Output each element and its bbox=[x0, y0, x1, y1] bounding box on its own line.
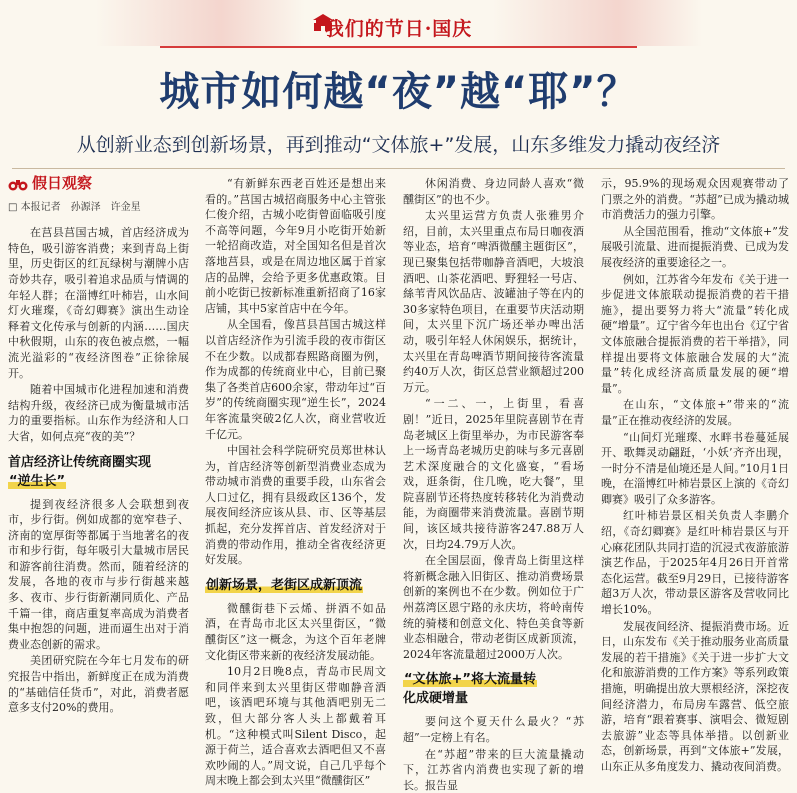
paragraph: 示，95.9%的现场观众因观赛带动了门票之外的消费。“苏超”已成为撬动城市消费活力的强力引擎。 bbox=[601, 177, 789, 222]
paragraph: 提到夜经济很多人会联想到夜市，步行街。例如成都的宽窄巷子、济南的宽厚街等都属于当地著名的夜市和步行街，每年吸引大量城市居民和游客前往消费。然而，随着经济的发展，各地的夜市与步行街越来越多、夜市、步行街新潮同质化、产品千篇一律，商店重复率高成为消费者集中抱怨的问题，进而逼生出对于消费业态创新的需求。 bbox=[8, 497, 189, 651]
paragraph: “有新鲜东西老百姓还是想出来看的。”莒国古城招商服务中心主管张仁俊介绍，古城小吃街曾面临吸引度不高等问题，今年9月小吃街开始新一轮招商改造，对全国知名但是首次落地莒县，或是在周边地区属于首家店的品牌，会给予更多优惠政策。目前小吃街已按新标准重新招商了16家店铺，其中5家首店中在今年。 bbox=[205, 177, 386, 315]
byline: □ 本报记者 孙源泽 许金星 bbox=[8, 201, 141, 213]
article-column-4 bbox=[601, 176, 789, 773]
paragraph: 中国社会科学院研究员郑世林认为，首店经济等创新型消费业态成为带动城市消费的重要手段，山东省会人口过亿，拥有县级政区136个，发展夜间经济应该从县、市、区等基层抓起，充分发挥首店、首发经济对于消费的带动作用，推动全省夜经济更好发展。 bbox=[205, 444, 386, 567]
section-heading-highlight: “文体旅+”将大流量转 bbox=[404, 672, 536, 688]
paragraph: 随着中国城市化进程加速和消费结构升级，夜经济已成为衡量城市活力的重要指标。山东作为经济和人口大省，如何点亮“夜的美”？ bbox=[8, 383, 189, 443]
article-column-1 bbox=[8, 174, 189, 715]
paragraph: 在“苏超”带来的巨大流量撬动下，江苏省内消费也实现了新的增长。报告显 bbox=[403, 747, 584, 792]
column-label bbox=[8, 176, 189, 192]
article-column-3 bbox=[403, 176, 584, 792]
article-column-2 bbox=[205, 176, 386, 788]
section-heading-highlight: 创新场景，老街区成新顶流 bbox=[206, 577, 363, 593]
header-divider bbox=[12, 168, 785, 169]
paragraph: 例如，江苏省今年发布《关于进一步促进文体旅联动提振消费的若干措施》，提出要努力将大“流量”转化成硬“增量”。辽宁省今年也出台《辽宁省文体旅融合提振消费的若干举措》，同样提出要将文体旅融合发展的大“流量”转化成经济高质量发展的硬“增量”。 bbox=[601, 272, 789, 395]
subheadline: 从创新业态到创新场景，再到推动“文体旅+”发展，山东多维发力撬动夜经济 bbox=[76, 134, 721, 156]
byline-reporters: 孙源泽 许金星 bbox=[70, 201, 141, 213]
banner-title: 我们的节日·国庆 bbox=[324, 18, 473, 40]
paragraph: 从全国范围看，推动“文体旅+”发展吸引流量、进而提振消费、已成为发展夜经济的重要途径之一。 bbox=[601, 224, 789, 269]
paragraph: 在全国层面，像青岛上街里这样将新概念融入旧街区、推动消费场景创新的案例也不在少数。例如位于广州荔湾区恩宁路的永庆坊，将岭南传统的骑楼和创意文化、特色美食等新业态相融合，带动老街区成新顶流，2024年客流量超过2000万人次。 bbox=[403, 554, 584, 661]
paragraph: 10月2日晚8点，青岛市民周文和同伴来到太兴里街区带咖静音酒吧，该酒吧环境与其他酒吧别无二致，但大部分客人头上都戴着耳机。“这种模式叫Silent Disco，起源于荷兰，适合喜欢去酒吧但又不喜欢吵闹的人。”周文说，自己几乎每个周末晚上都会到太兴里“微醺街区” bbox=[205, 665, 386, 788]
paragraph: 在山东，“文体旅+”带来的“流量”正在推动夜经济的发展。 bbox=[601, 398, 789, 427]
paragraph: “一二、一，上街里，看喜剧！”近日，2025年里院喜剧节在青岛老城区上街里举办，为市民游客奉上一场青岛老城历史韵味与多元喜剧艺术深度融合的文化盛宴，“看场戏，逛条街，住几晚，吃大餐”，里院喜剧节还将热度转移转化为消费动能，为商圈带来消费流量。喜剧节期间，该区域共接待游客247.88万人次，日均24.79万人次。 bbox=[403, 397, 584, 551]
paragraph: 要问这个夏天什么最火？“苏超”一定榜上有名。 bbox=[403, 715, 584, 744]
paragraph: 太兴里运营方负责人张雅男介绍，目前，太兴里重点布局日咖夜酒等业态，培育“啤酒微醺主题街区”，现已聚集包括带咖静音酒吧，大坡浪酒吧、山茶花酒吧、野狸轻一号店、絲苇青风饮品店、波罐油子等在内的30多家特色项目，在重要节庆活动期间，太兴里下沉广场还举办啤出活动，吸引年轻人休闲娱乐，据统计，太兴里在青岛啤酒节期间接待客流量约40万人次，街区总营业额超过200万元。 bbox=[403, 209, 584, 394]
section-heading-line: 化成硬增量 bbox=[403, 691, 469, 707]
paragraph: 从全国看，像莒县莒国古城这样以首店经济作为引流手段的夜市街区不在少数。以成都春熙路商圈为例，作为成都的传统商业中心，目前已聚集了各类首店600余家，带动年过“百岁”的传统商圈实现“逆生长”，2024年客流量突破2亿人次，商业营收近千亿元。 bbox=[205, 318, 386, 441]
paragraph: 美团研究院在今年七月发布的研究报告中指出，新鲜度正在成为消费的“基础信任货币”，对此，消费者愿意多支付20%的费用。 bbox=[8, 654, 189, 715]
section-heading bbox=[8, 453, 189, 491]
section-heading-highlight: “逆生长” bbox=[9, 473, 66, 489]
paragraph: 红叶柿岩景区相关负责人李鹏介绍，《奇幻卿赛》是红叶柿岩景区与开心麻花团队共同打造的沉浸式夜游旅游演艺作品，于2025年4月26日开首常态化运营。截至9月29日，已接待游客超3万人次，带动景区游客及营收同比增长10%。 bbox=[601, 509, 789, 617]
section-banner bbox=[0, 0, 797, 68]
headline: 城市如何越“夜”越“耶”？ bbox=[159, 69, 638, 115]
banner-underline bbox=[160, 46, 637, 48]
section-heading bbox=[403, 670, 584, 708]
paragraph: “山间灯光璀璨、水畔书卷蔓延展开、歌舞灵动翩跹，‘小妖’齐齐出现，一时分不清是仙境还是人间。”10月1日晚，在淄博红叶柿岩景区上演的《奇幻卿赛》吸引了众多游客。 bbox=[601, 430, 789, 506]
paragraph: 发展夜间经济、提振消费市场。近日，山东发布《关于推动服务业高质量发展的若干措施》《关于进一步扩大文化和旅游消费的工作方案》等系列政策措施，明确提出放大票根经济，深挖夜间经济潜力，布局房车露营、低空旅游，培育“跟着赛事、演唱会、微短剧去旅游”业态等具体举措。以创新业态，创新场景，再到“文体旅+”发展，山东正从多角度发力、撬动夜间消费。 bbox=[601, 619, 789, 773]
paragraph: 在莒县莒国古城，首店经济成为特色，吸引游客消费；来到青岛上街里，历史街区的红瓦绿树与潮牌小店奇妙共存，吸引着追求品质与情调的年轻人群；在淄博红叶柿岩，山水间灯火璀璨，《奇幻卿赛》演出生动诠释着文化传承与创新的内涵……国庆中秋假期，山东的夜色被点燃，一幅流光溢彩的“夜经济图卷”正徐徐展开。 bbox=[8, 226, 189, 380]
byline-label: 本报记者 bbox=[20, 201, 61, 213]
column-name: 假日观察 bbox=[32, 174, 93, 192]
paragraph: 休闲消费、身边同龄人喜欢“微醺街区”的也不少。 bbox=[403, 177, 584, 206]
section-heading bbox=[205, 576, 386, 595]
paragraph: 微醺街巷下云烯、拼酒不如品酒，在青岛市北区太兴里街区，“微醺街区”这一概念，为这个百年老牌文化街区带来新的夜经济发展动能。 bbox=[205, 601, 386, 662]
section-heading-line: 首店经济让传统商圈实现 bbox=[8, 454, 152, 470]
binoculars-icon bbox=[8, 177, 28, 191]
